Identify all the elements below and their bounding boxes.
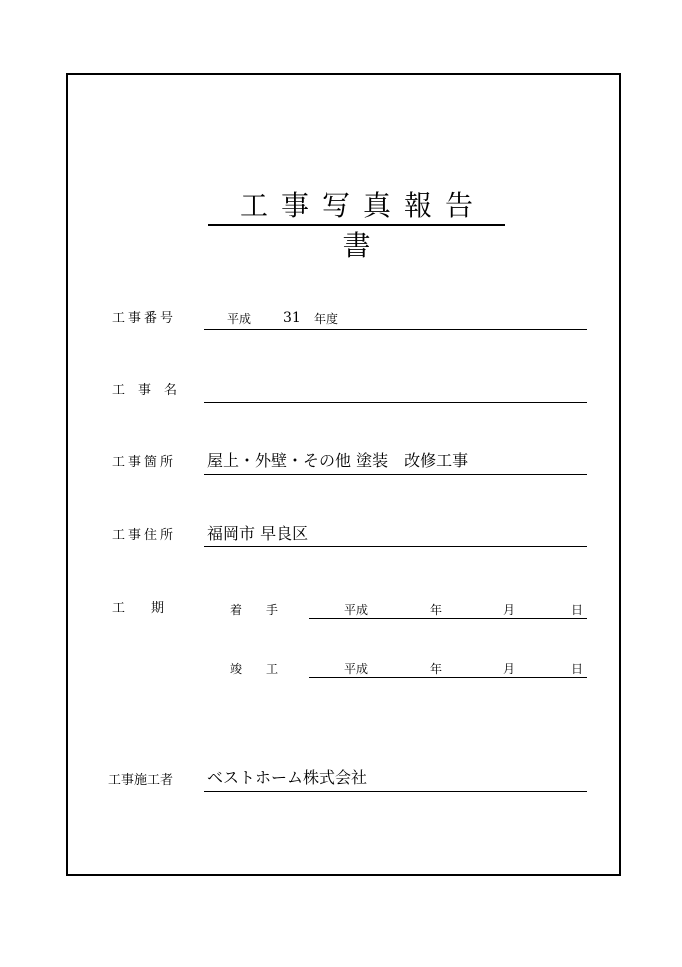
work-name-line: [204, 402, 587, 403]
work-number-era: 平成: [227, 312, 252, 326]
period-start-year: 年: [430, 603, 443, 617]
period-end-era: 平成: [344, 662, 369, 676]
period-start-month: 月: [503, 603, 516, 617]
label-contractor: 工事施工者: [108, 773, 174, 788]
work-address-line: [204, 546, 587, 547]
label-work-address: 工事住所: [112, 528, 177, 543]
contractor-line: [204, 791, 587, 792]
label-work-name: 工 事 名: [112, 383, 178, 398]
period-start-label: 着 手: [230, 603, 279, 617]
period-end-line: [309, 677, 587, 678]
work-place-value: 屋上・外壁・その他 塗装 改修工事: [207, 451, 469, 470]
document-title: 工事写真報告書: [208, 186, 505, 226]
period-start-era: 平成: [344, 603, 369, 617]
period-end-day: 日: [571, 662, 584, 676]
label-work-place: 工事箇所: [112, 455, 177, 470]
work-address-value: 福岡市 早良区: [207, 524, 309, 543]
contractor-value: ベストホーム株式会社: [207, 768, 368, 787]
period-start-day: 日: [571, 603, 584, 617]
period-end-year: 年: [430, 662, 443, 676]
work-number-line: [204, 329, 587, 330]
period-start-line: [309, 618, 587, 619]
work-number-suffix: 年度: [314, 312, 339, 326]
label-work-period: 工 期: [112, 601, 165, 616]
work-number-year: 31: [283, 310, 301, 326]
work-place-line: [204, 474, 587, 475]
period-end-month: 月: [503, 662, 516, 676]
label-work-number: 工事番号: [112, 311, 177, 326]
period-end-label: 竣 工: [230, 662, 279, 676]
